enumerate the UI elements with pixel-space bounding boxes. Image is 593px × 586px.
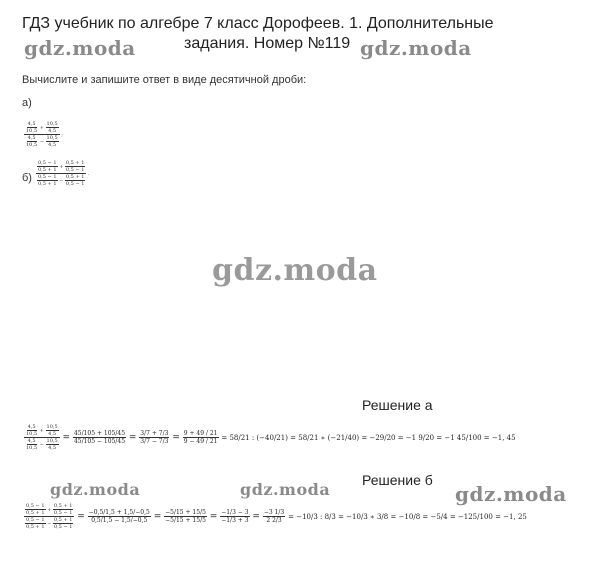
watermark-logo: gdz.moda <box>240 480 331 499</box>
sol-b-op1: + <box>47 507 52 513</box>
problem-a-end: ; <box>61 132 63 138</box>
sol-b-step1-top: −0,5/1,5 + 1,5/−0,5 <box>88 509 150 516</box>
sol-b-n1: 0,5 − 1 <box>26 503 45 509</box>
sol-b-step3-bot: −1/3 + 3 <box>221 517 249 524</box>
sol-a-d1: 10,5 <box>26 431 38 437</box>
sol-a-step2-bot: 3/7 − 7/3 <box>140 438 169 445</box>
problem-a-n3: 4,5 <box>27 135 36 141</box>
problem-a-op1: + <box>39 125 44 131</box>
solution-b-heading: Решение б <box>362 472 433 488</box>
sol-b-rest: = −10/3 : 8/3 = −10/3 ∗ 3/8 = −10/8 = −5/4 = −125/100 = −1, 25 <box>288 513 527 521</box>
sol-b-d2: 0,5 − 1 <box>53 510 73 516</box>
sol-b-op2: − <box>47 521 52 527</box>
sol-a-op1: + <box>39 428 44 434</box>
sol-b-n4: 0,5 + 1 <box>53 517 73 523</box>
sol-b-step4-top: −3 1/3 <box>263 509 285 516</box>
task-instruction: Вычислите и запишите ответ в виде десятичной дроби: <box>22 74 307 86</box>
sol-a-step3-bot: 9 − 49 / 21 <box>183 438 218 445</box>
sol-a-n4: 10,5 <box>46 438 58 444</box>
sol-a-n3: 4,5 <box>27 438 36 444</box>
problem-a-d4: 4,5 <box>48 142 57 148</box>
watermark-logo: gdz.moda <box>50 480 141 499</box>
sol-b-step1-bot: 0,5/1,5 − 1,5/−0,5 <box>91 517 148 524</box>
watermark-logo: gdz.moda <box>360 36 472 60</box>
sol-b-n3: 0,5 − 1 <box>26 517 45 523</box>
watermark-logo: gdz.moda <box>24 36 136 60</box>
sol-a-step2-top: 3/7 + 7/3 <box>140 430 169 437</box>
problem-a-d2: 4,5 <box>48 128 57 134</box>
sol-a-n1: 4,5 <box>27 424 36 430</box>
problem-a-expression <box>24 121 63 148</box>
problem-b-op1: + <box>59 164 64 170</box>
problem-b-n2: 0,5 + 1 <box>65 160 85 166</box>
sol-a-d4: 4,5 <box>48 445 57 451</box>
watermark-logo: gdz.moda <box>455 482 567 506</box>
problem-b-d4: 0,5 − 1 <box>65 181 85 187</box>
sol-b-step3-top: −1/3 − 3 <box>221 509 249 516</box>
solution-a-math: $\frac{4,5}{10,5}$ + $\frac{10,5}{4,5}$ $\frac{4,5}{10,5}$ − $\frac{10,5}{4,5}$ = $\frac{45/105 + 105/45}{45/105 - 105/45}$ = $\frac{3/7 + 7/3}{3/7 - 7/3}$ = $\frac{9 + 49 / 21}{9 - 49 / 21}$ = 58/21 : (−40/21) = 58/21 ∗ (−21/40) = −29/20 = −1 9/20 = −1 45/100 = −1, 45 <box>26 424 516 451</box>
problem-b-n4: 0,5 + 1 <box>65 174 85 180</box>
sol-b-step2-bot: −5/15 + 15/5 <box>165 517 206 524</box>
title-line-1: ГДЗ учебник по алгебре 7 класс Дорофеев. 1. Дополнительные <box>22 15 494 32</box>
sol-a-n2: 10,5 <box>46 424 58 430</box>
problem-b-expression <box>36 160 90 187</box>
problem-a-d3: 10,5 <box>26 142 38 148</box>
sol-a-op2: − <box>39 442 44 448</box>
problem-b-op2: − <box>59 178 64 184</box>
label-b: б) <box>22 172 32 184</box>
sol-b-d3: 0,5 + 1 <box>26 524 45 530</box>
title-line-2: задания. Номер №119 <box>184 35 351 52</box>
sol-a-step1-bot: 45/105 − 105/45 <box>73 438 126 445</box>
watermark-logo: gdz.moda <box>212 253 378 288</box>
problem-a-n2: 10,5 <box>46 121 58 127</box>
problem-b-d2: 0,5 − 1 <box>65 167 85 173</box>
sol-a-rest: = 58/21 : (−40/21) = 58/21 ∗ (−21/40) = −29/20 = −1 9/20 = −1 45/100 = −1, 45 <box>221 434 516 442</box>
problem-b-d1: 0,5 + 1 <box>38 167 57 173</box>
problem-b-n3: 0,5 − 1 <box>38 174 57 180</box>
sol-b-n2: 0,5 + 1 <box>53 503 73 509</box>
problem-b-n1: 0,5 − 1 <box>38 160 57 166</box>
sol-a-d3: 10,5 <box>26 445 38 451</box>
problem-a-n1: 4,5 <box>27 121 36 127</box>
sol-a-d2: 4,5 <box>48 431 57 437</box>
problem-b-d3: 0,5 + 1 <box>38 181 57 187</box>
sol-b-d1: 0,5 + 1 <box>26 510 45 516</box>
problem-a-d1: 10,5 <box>26 128 38 134</box>
problem-a-op2: − <box>39 139 44 145</box>
sol-b-d4: 0,5 − 1 <box>53 524 73 530</box>
problem-a-n4: 10,5 <box>46 135 58 141</box>
solution-b-math: $\frac{0,5 - 1}{0,5 + 1}$ + $\frac{0,5 + 1}{0,5 - 1}$ $\frac{0,5 - 1}{0,5 + 1}$ − $\frac{0,5 + 1}{0,5 - 1}$ = $\frac{-0,5/1,5 + 1,5/-0,5}{0,5/1,5 - 1,5/-0,5}$ = $\frac{-5/15 + 15/5}{-5/15 + 15/5}$ = $\frac{-1/3 - 3}{-1/3 + 3}$ = $\frac{-3 1/3}{2 2/3}$ = −10/3 : 8/3 = −10/3 ∗ 3/8 = −10/8 = −5/4 = −125/100 = −1, 25 <box>26 503 527 530</box>
label-a: а) <box>22 97 32 109</box>
sol-b-step4-bot: 2 2/3 <box>266 517 282 524</box>
solution-a-heading: Решение а <box>362 397 433 413</box>
problem-b-end: . <box>88 171 90 177</box>
sol-a-step1-top: 45/105 + 105/45 <box>73 430 126 437</box>
sol-b-step2-top: −5/15 + 15/5 <box>165 509 206 516</box>
sol-a-step3-top: 9 + 49 / 21 <box>183 430 218 437</box>
